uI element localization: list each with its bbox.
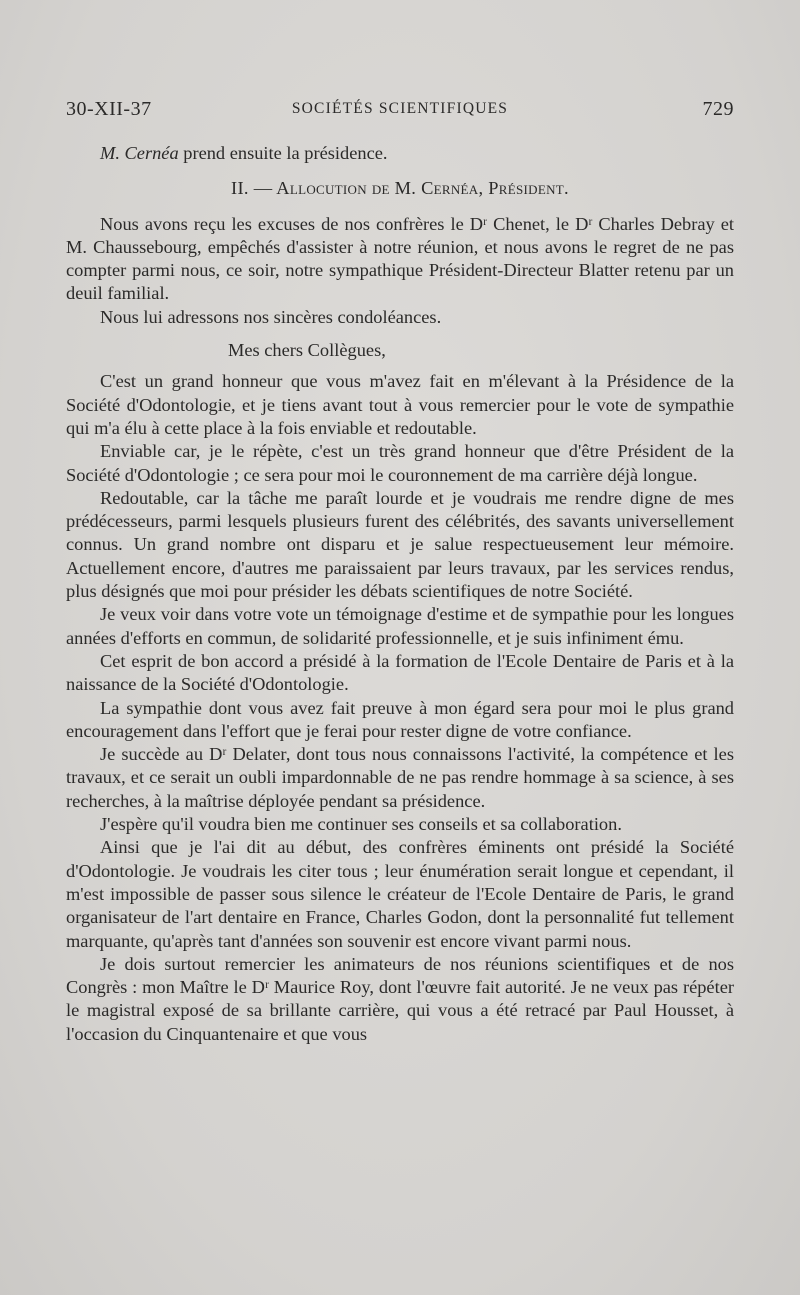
issue-date: 30-XII-37 xyxy=(66,98,152,120)
salutation: Mes chers Collègues, xyxy=(228,340,386,361)
paragraph: Je veux voir dans votre vote un témoignage d'estime et de sympathie pour les longues années d'efforts en commun, de solidarité professionnelle, et je suis infiniment ému. xyxy=(66,604,734,648)
paragraph: C'est un grand honneur que vous m'avez fait en m'élevant à la Présidence de la Société d'Odontologie, et je tiens avant tout à vous remercier pour le vote de sympathie qui m'a élu à cette place à la fois enviable et redoutable. xyxy=(66,371,734,438)
paragraph: La sympathie dont vous avez fait preuve à mon égard sera pour moi le plus grand encouragement dans l'effort que je ferai pour rester digne de votre confiance. xyxy=(66,697,734,741)
section-title: II. — Allocution de M. Cernéa, Président. xyxy=(231,178,569,199)
running-head xyxy=(66,98,734,128)
paragraph: Nous lui adressons nos sincères condoléances. xyxy=(100,306,442,327)
paragraph: Cet esprit de bon accord a présidé à la formation de l'Ecole Dentaire de Paris et à la naissance de la Société d'Odontologie. xyxy=(66,650,734,695)
paragraph: J'espère qu'il voudra bien me continuer ses conseils et sa collaboration. xyxy=(100,814,622,835)
paragraph: Ainsi que je l'ai dit au début, des confrères éminents ont présidé la Société d'Odontologie. Je voudrais les citer tous ; leur énumération serait longue et cependant, il m'est impossible de passer sous silence le créateur de l'Ecole Dentaire de Paris, le grand organisateur de l'art dentaire en France, Charles Godon, dont la personnalité fut tellement marquante, qu'après tant d'années son souvenir est encore vivant parmi nous. xyxy=(66,837,734,951)
intro-paragraph xyxy=(66,142,734,165)
paragraph: Nous avons reçu les excuses de nos confrères le Dʳ Chenet, le Dʳ Charles Debray et M. Chaussebourg, empêchés d'assister à notre réunion, et nous avons le regret de ne pas compter parmi nous, ce soir, notre sympathique Président-Directeur Blatter retenu par un deuil familial. xyxy=(66,213,734,304)
section-heading: SOCIÉTÉS SCIENTIFIQUES xyxy=(291,100,509,117)
paragraph: Enviable car, je le répète, c'est un très grand honneur que d'être Président de la Société d'Odontologie ; ce sera pour moi le couronnement de ma carrière déjà longue. xyxy=(66,441,734,485)
intro-text: prend ensuite la présidence. xyxy=(178,143,388,163)
speaker-name: M. Cernéa xyxy=(100,143,179,163)
body-text xyxy=(66,142,734,1046)
paragraph: Redoutable, car la tâche me paraît lourde et je voudrais me rendre digne de mes prédécesseurs, parmi lesquels plusieurs furent des célébrités, des savants universellement connus. Un grand nombre ont disparu et je salue respectueusement leur mémoire. Actuellement encore, d'autres me paraissaient par leurs travaux, par les services rendus, plus désignés que moi pour présider les débats scientifiques de notre Société. xyxy=(66,487,734,602)
paragraph: Je dois surtout remercier les animateurs de nos réunions scientifiques et de nos Congrès : mon Maître le Dʳ Maurice Roy, dont l'œuvre fait autorité. Je ne veux pas répéter le magistral exposé de sa brillante carrière, qui vous a été retracé par Paul Housset, à l'occasion du Cinquantenaire et que vous xyxy=(66,953,734,1044)
page-number: 729 xyxy=(702,98,734,120)
paragraph: Je succède au Dʳ Delater, dont tous nous connaissons l'activité, la compétence et les travaux, et ce serait un oubli impardonnable de ne pas rendre hommage à sa science, à ses recherches, à la maîtrise déployée pendant sa présidence. xyxy=(66,744,734,811)
